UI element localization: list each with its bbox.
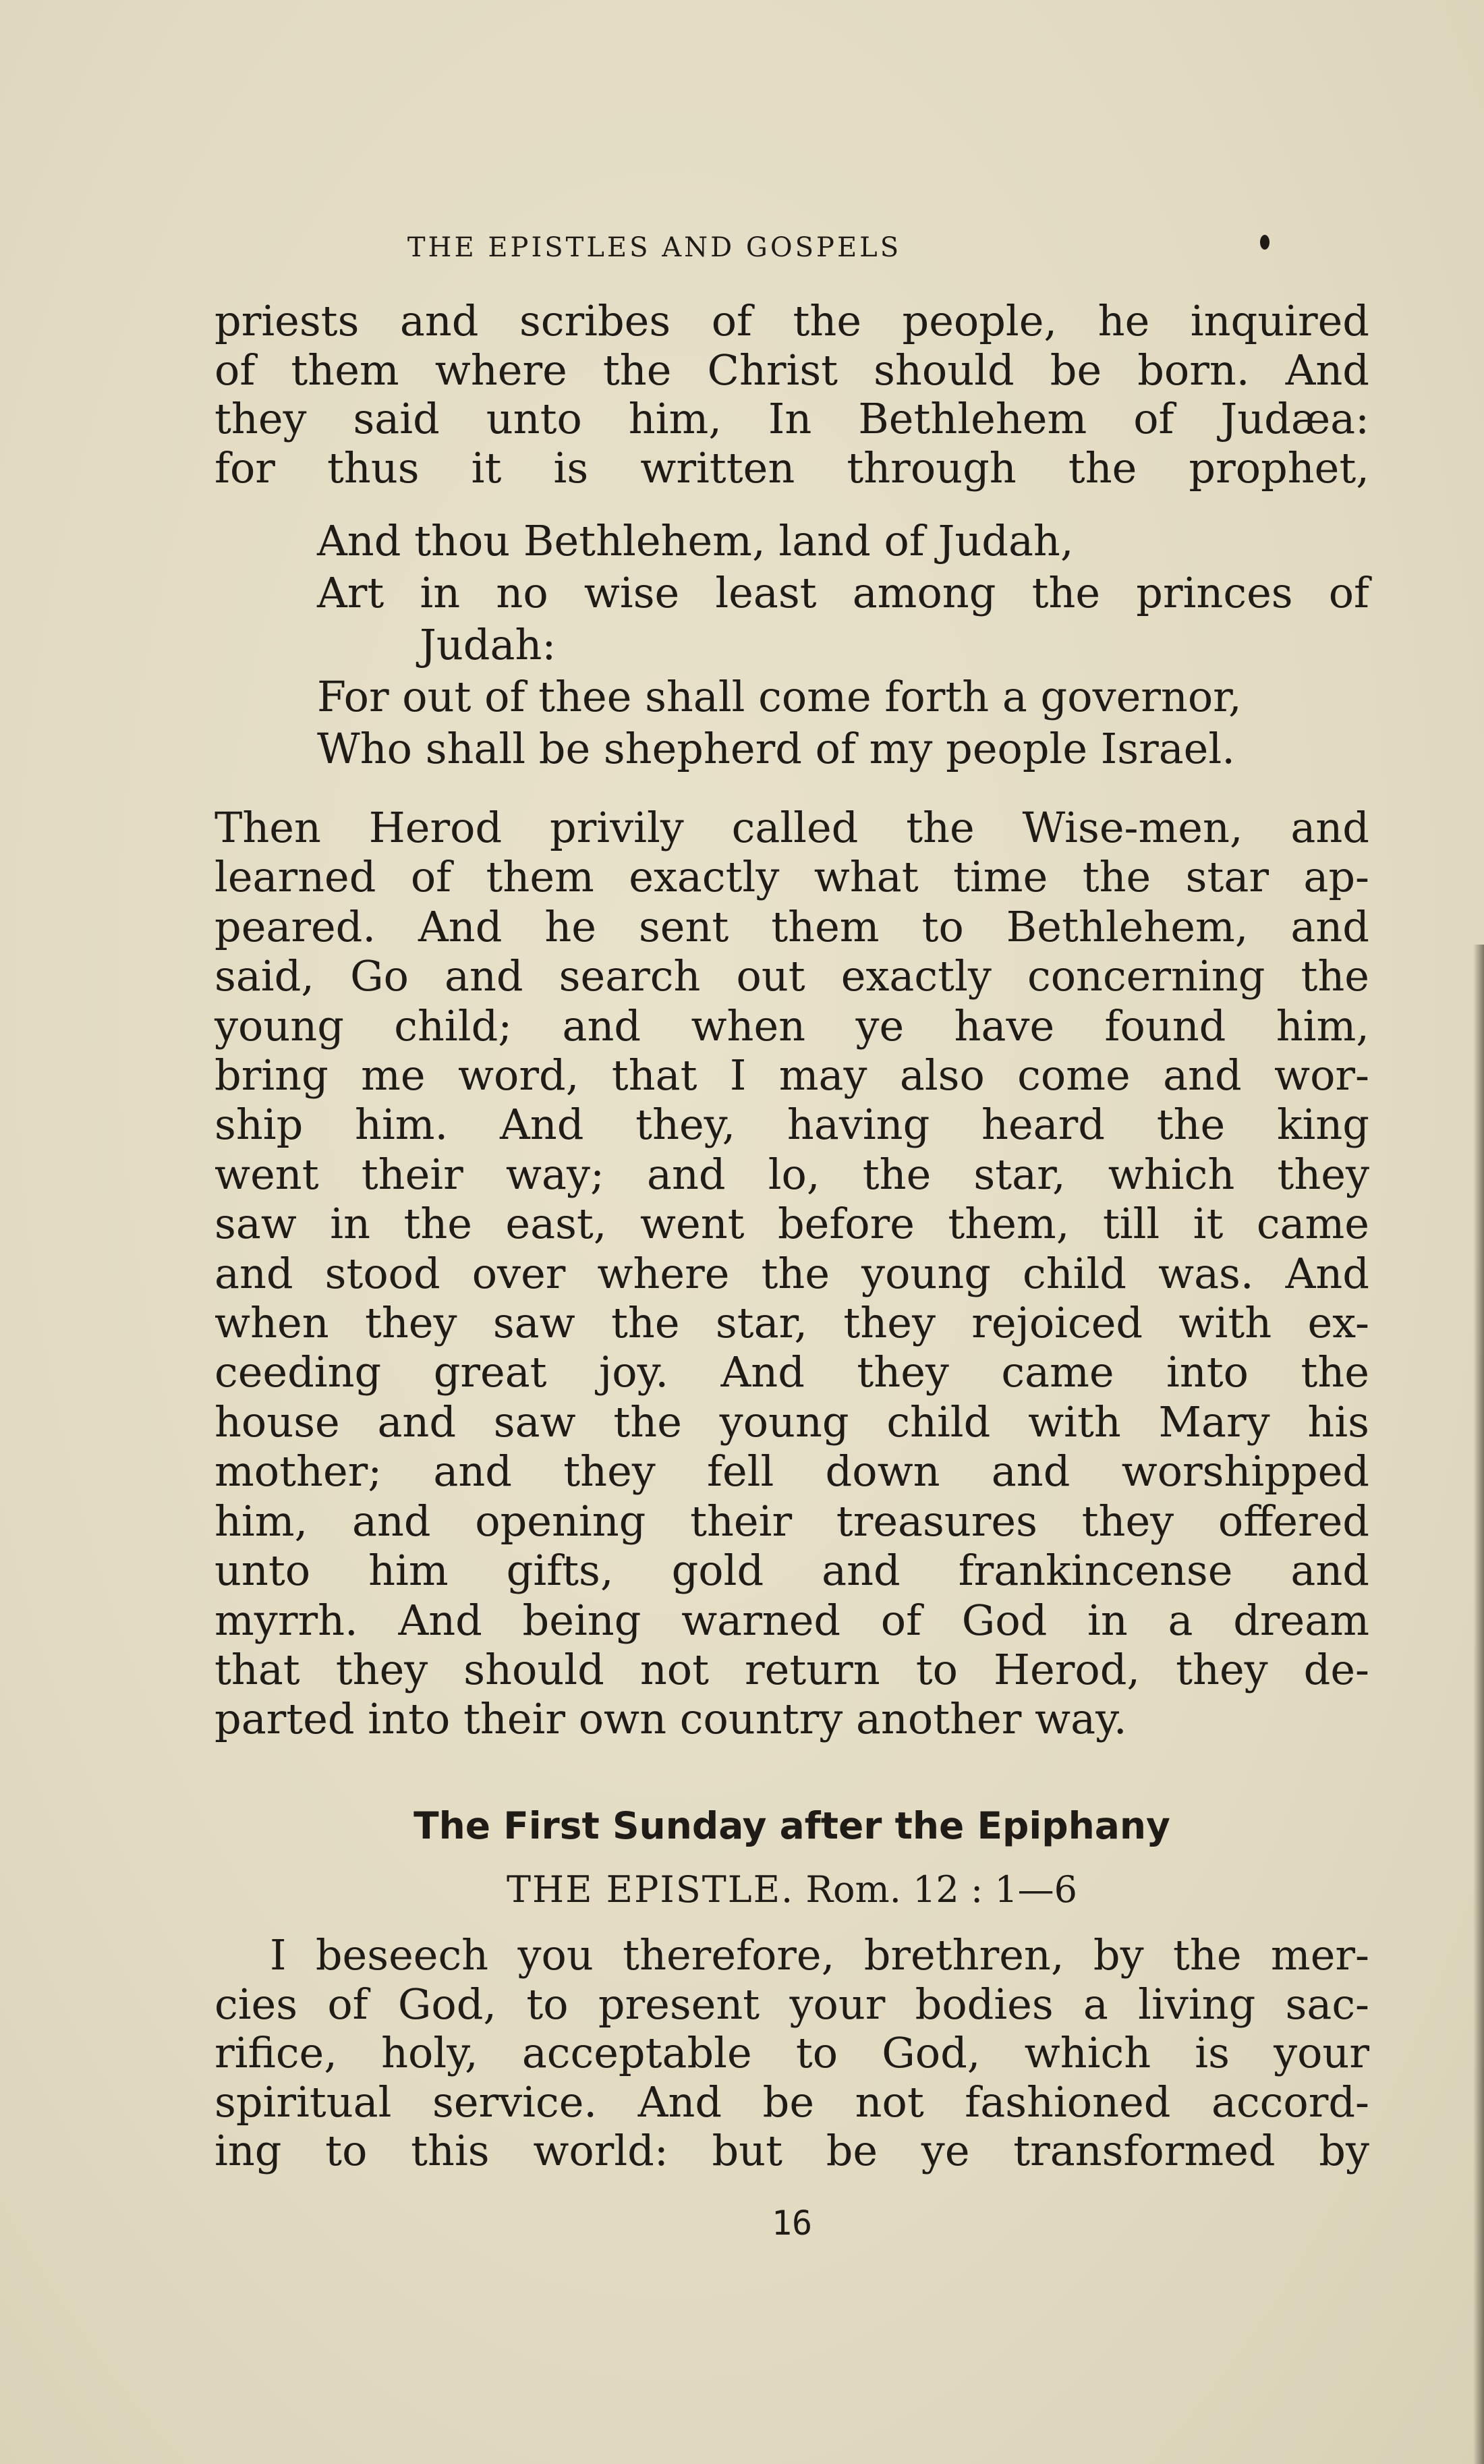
text-line: spiritual service. And be not fashioned accord- [215,2077,1369,2127]
text-line: ship him. And they, having heard the king [215,1100,1369,1150]
text-line: went their way; and lo, the star, which they [215,1149,1369,1199]
text-line: learned of them exactly what time the star ap- [215,852,1369,902]
epistle-heading [215,1864,1369,1915]
ink-dot-mark [1260,235,1269,250]
text-line: unto him gifts, gold and frankincense and [215,1546,1369,1596]
verse-line: For out of thee shall come forth a governor, [317,672,1242,721]
epistle-label: THE EPISTLE. [506,1868,795,1911]
text-line: ing to this world: but be ye transformed by [215,2126,1369,2175]
text-line: said, Go and search out exactly concerning the [215,951,1369,1001]
running-head: THE EPISTLES AND GOSPELS [407,232,902,263]
text-line: peared. And he sent them to Bethlehem, and [215,901,1369,951]
page-edge-shadow [1473,945,1484,2464]
text-line: that they should not return to Herod, they de- [215,1644,1369,1694]
verse-line: Judah: [420,620,556,669]
text-line: they said unto him, In Bethlehem of Judæa: [215,394,1369,443]
text-line: saw in the east, went before them, till it came [215,1199,1369,1249]
paragraph-3 [215,1931,1369,2176]
page-number: 16 [771,2204,813,2243]
epistle-reference: Rom. 12 : 1—6 [805,1868,1078,1911]
text-line: when they saw the star, they rejoiced with ex- [215,1298,1369,1348]
text-line: rifice, holy, acceptable to God, which is your [215,2028,1369,2077]
verse-line: Who shall be shepherd of my people Israel. [317,724,1235,773]
text-line: priests and scribes of the people, he inquired [215,296,1369,345]
text-line: and stood over where the young child was. And [215,1248,1369,1298]
text-line: cies of God, to present your bodies a living sac- [215,1979,1369,2029]
text-line: house and saw the young child with Mary his [215,1397,1369,1447]
text-line: for thus it is written through the prophet, [215,443,1369,493]
text-line: bring me word, that I may also come and wor- [215,1051,1369,1100]
section-title: The First Sunday after the Epiphany [413,1804,1170,1847]
text-line: parted into their own country another way. [215,1694,1127,1744]
text-line: I beseech you therefore, brethren, by the mer- [270,1930,1369,1980]
text-line: ceeding great joy. And they came into the [215,1347,1369,1397]
text-line: of them where the Christ should be born. And [215,345,1369,395]
paragraph-2 [215,803,1369,1744]
text-line: him, and opening their treasures they offered [215,1496,1369,1546]
prophecy-verse [317,515,1369,775]
text-line: Then Herod privily called the Wise-men, and [215,803,1369,852]
text-line: mother; and they fell down and worshipped [215,1447,1369,1496]
text-line: young child; and when ye have found him, [215,1001,1369,1051]
paragraph-1 [215,297,1369,493]
verse-line: And thou Bethlehem, land of Judah, [317,516,1074,565]
text-line: myrrh. And being warned of God in a dream [215,1595,1369,1645]
verse-line: Art in no wise least among the princes of [317,568,1369,617]
